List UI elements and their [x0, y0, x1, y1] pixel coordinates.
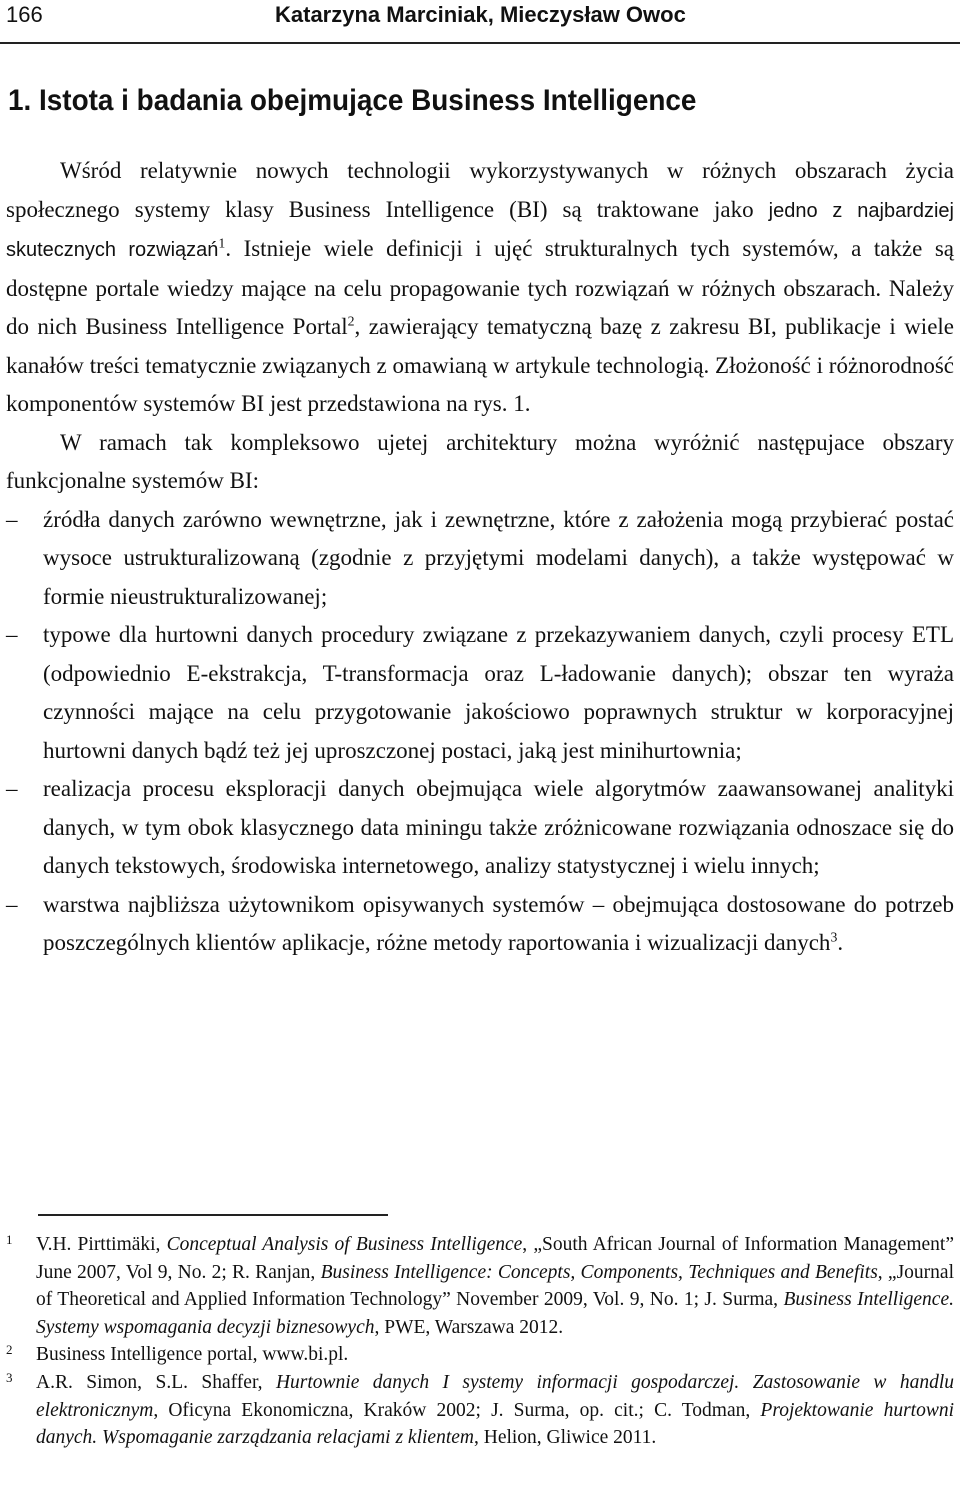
bullet-dash: – [6, 506, 18, 532]
section-heading: 1. Istota i badania obejmujące Business Intelligence [8, 84, 697, 117]
list-item [6, 501, 954, 617]
footnote-title: Conceptual Analysis of Business Intelligence [166, 1234, 523, 1255]
footnote-text: Business Intelligence portal, www.bi.pl. [36, 1344, 349, 1366]
body-text [6, 152, 954, 963]
footnote-text: , „Journal of Theoretical and Applied Information Technology” November 2009, Vol. 9, No. 1; J. Surma, [36, 1261, 954, 1311]
footnote-text: A.R. Simon, S.L. Shaffer, [36, 1371, 276, 1393]
footnote-3 [6, 1369, 954, 1452]
footnote-ref-1: 1 [218, 235, 226, 251]
footnote-title: Hurtownie danych I systemy informacji gospodarczej. Zastosowanie w handlu elektronicznym [36, 1371, 954, 1421]
footnote-text: , Helion, Gliwice 2011. [473, 1427, 657, 1449]
header-rule [0, 42, 960, 44]
running-head-authors: Katarzyna Marciniak, Mieczysław Owoc [275, 2, 686, 27]
list-item-text: typowe dla hurtowni danych procedury związane z przekazywaniem danych, czyli procesy ETL (odpowiednio E-ekstrakcja, T-transformacja oraz L-ładowanie danych); obszar ten wyraża czynności mające na celu przygotowanie jakościowo poprawnych struktur w korporacyjnej hurtowni danych bądź też jej uproszczonej postaci, jaką jest minihurtownia; [43, 622, 954, 763]
bullet-dash: – [6, 776, 18, 801]
list-item-text: realizacja procesu eksploracji danych obejmująca wiele algorytmów zaawansowanej analityki danych, w tym obok klasycznego data miningu także zróżnicowane rozwiązania odnoszace się do danych tekstowych, środowiska internetowego, analizy statystycznej i wielu innych; [43, 776, 954, 878]
footnote-marker: 3 [6, 1369, 13, 1385]
list-item-text: źródła danych zarówno wewnętrzne, jak i zewnętrzne, które z założenia mogą przybierać postać wysoce ustrukturalizowaną (zgodnie z przyjętymi modelami danych), a także występować w formie nieustrukturalizowanej; [43, 506, 954, 609]
footnote-text: V.H. Pirttimäki, [36, 1234, 167, 1255]
functional-areas-list [6, 501, 954, 963]
footnote-text: , PWE, Warszawa 2012. [374, 1316, 564, 1338]
paragraph-architecture: W ramach tak kompleksowo ujetej architektury można wyróżnić następujace obszary funkcjonalne systemów BI: [6, 429, 954, 493]
footnote-text: , Oficyna Ekonomiczna, Kraków 2002; J. Surma, op. cit.; C. Todman, [153, 1399, 761, 1421]
page-number: 166 [6, 2, 43, 27]
paragraph-intro-part3: . Istnieje wiele definicji i ujęć strukturalnych tych systemów, a także są dostępne portale wiedzy mające na celu propagowanie tych rozwiązań w różnych obszarach. Należy do nich Business Intelligence Portal [6, 236, 954, 339]
paragraph-intro-part1: Wśród relatywnie nowych technologii wykorzystywanych w różnych obszarach życia społecznego systemy klasy Business Intelligence (BI) są traktowane jako [6, 158, 954, 222]
bullet-dash: – [6, 891, 18, 917]
bullet-dash: – [6, 622, 18, 647]
footnote-marker: 2 [6, 1342, 13, 1358]
footnote-title: Projektowanie hurtowni danych. Wspomaganie zarządzania relacjami z klientem [36, 1399, 955, 1449]
list-item [6, 770, 954, 886]
footnote-ref-2: 2 [347, 313, 355, 329]
list-item [6, 886, 954, 963]
footnote-text: , „South African Journal of Information Management” June 2007, Vol 9, No. 2; R. Ranjan, [36, 1234, 954, 1283]
footnote-rule [38, 1214, 388, 1216]
footnote-ref-3: 3 [830, 929, 838, 945]
footnote-title: Business Intelligence. Systemy wspomagania decyzji biznesowych [36, 1289, 954, 1338]
running-header [0, 0, 960, 40]
footnote-title: Business Intelligence: Concepts, Components, Techniques and Benefits [320, 1261, 878, 1283]
paragraph-intro [6, 152, 954, 424]
footnotes [6, 1231, 954, 1452]
paragraph-intro-part4: , zawierający tematyczną bazę z zakresu BI, publikacje i wiele kanałów treści tematycznie związanych z omawianą w artykule technologią. Złożoność i różnorodność komponentów systemów BI jest przedstawiona na rys. 1. [6, 314, 955, 416]
footnote-marker: 1 [6, 1232, 13, 1247]
footnote-1 [6, 1231, 954, 1341]
footnote-2 [6, 1341, 954, 1369]
paragraph-intro-sans-fragment: jedno z najbardziej skutecznych rozwiązań [6, 199, 954, 261]
list-item [6, 616, 954, 770]
list-item-text: warstwa najbliższa użytownikom opisywanych systemów – obejmująca dostosowane do potrzeb poszczególnych klientów aplikacje, różne metody raportowania i wizualizacji danych [43, 891, 954, 955]
list-item-end: . [837, 930, 844, 955]
